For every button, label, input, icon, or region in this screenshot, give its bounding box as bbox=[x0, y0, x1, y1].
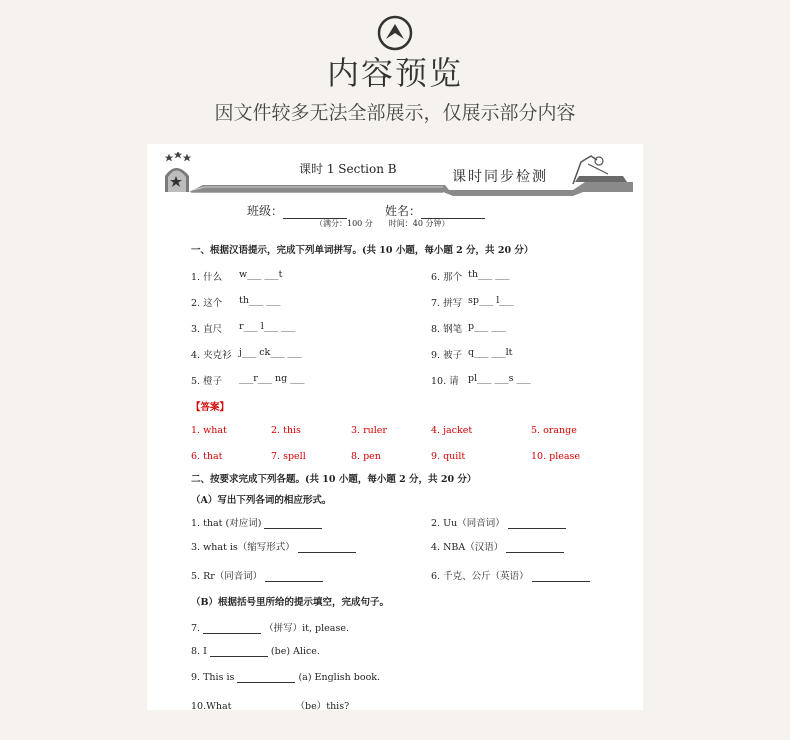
name-label: 姓名： bbox=[385, 204, 422, 218]
list-item: 3. what is（缩写形式） bbox=[191, 539, 356, 553]
list-item: 6. 千克、公斤（英语） bbox=[431, 568, 590, 582]
list-item: 3. 直尺 bbox=[191, 324, 223, 335]
list-item: 2. 这个 bbox=[191, 298, 223, 309]
chevron-up-circle-icon bbox=[376, 14, 414, 52]
list-item-hint: q___ ___lt bbox=[468, 347, 513, 358]
list-item: 1. 什么 bbox=[191, 272, 223, 283]
class-label: 班级： bbox=[247, 204, 284, 218]
list-item: 5. 橙子 bbox=[191, 376, 223, 387]
list-item: 4. 夹克衫 bbox=[191, 350, 232, 361]
page-title: 内容预览 bbox=[326, 54, 463, 92]
answer-item: 10. please bbox=[531, 451, 581, 462]
answer-item: 9. quilt bbox=[431, 451, 466, 462]
part2-subheading-a: （A）写出下列各词的相应形式。 bbox=[191, 495, 332, 506]
part2-heading: 二、按要求完成下列各题。(共 10 小题，每小题 2 分，共 20 分） bbox=[191, 474, 477, 485]
list-item: 1. that (对应词) bbox=[191, 515, 322, 529]
answer-item: 6. that bbox=[191, 451, 223, 462]
list-item: 8. I (be) Alice. bbox=[191, 646, 320, 657]
list-item: 7. 拼写 bbox=[431, 298, 463, 309]
list-item: 10. 请 bbox=[431, 376, 459, 387]
list-item: 10.What （be）this? bbox=[191, 701, 350, 710]
list-item: 8. 钢笔 bbox=[431, 324, 463, 335]
list-item-hint: pl___ ___s ___ bbox=[468, 373, 531, 384]
list-item: 6. 那个 bbox=[431, 272, 463, 283]
list-item-hint: w___ ___t bbox=[239, 269, 283, 280]
class-field bbox=[247, 202, 347, 219]
banner-title: 课时同步检测 bbox=[452, 169, 548, 185]
page-subtitle: 因文件较多无法全部展示，仅展示部分内容 bbox=[214, 102, 576, 124]
lesson-banner bbox=[163, 152, 633, 197]
list-item-hint: j___ ck___ ___ bbox=[239, 347, 302, 358]
list-item: 9. This is (a) English book. bbox=[191, 672, 381, 683]
answer-label: 【答案】 bbox=[191, 402, 230, 413]
answer-item: 4. jacket bbox=[431, 425, 473, 436]
answer-item: 5. orange bbox=[531, 425, 577, 436]
list-item: 5. Rr（同音词） bbox=[191, 568, 323, 582]
list-item-hint: r___ l___ ___ bbox=[239, 321, 296, 332]
score-time: （满分：100 分 时间：40 分钟） bbox=[315, 219, 450, 228]
list-item: 7. （拼写）it, please. bbox=[191, 623, 349, 634]
answer-item: 7. spell bbox=[271, 451, 306, 462]
document-preview bbox=[147, 144, 643, 710]
list-item: 4. NBA（汉语） bbox=[431, 539, 564, 553]
name-field bbox=[385, 202, 485, 219]
list-item-hint: ___r___ ng ___ bbox=[239, 373, 305, 384]
list-item-hint: th___ ___ bbox=[468, 269, 510, 280]
answer-item: 3. ruler bbox=[351, 425, 387, 436]
lesson-title: 课时 1 Section B bbox=[299, 162, 397, 176]
list-item-hint: sp___ l___ bbox=[468, 295, 514, 306]
list-item: 9. 被子 bbox=[431, 350, 463, 361]
part2-subheading-b: （B）根据括号里所给的提示填空，完成句子。 bbox=[191, 597, 390, 608]
list-item-hint: p___ ___ bbox=[468, 321, 506, 332]
list-item-hint: th___ ___ bbox=[239, 295, 281, 306]
part1-heading: 一、根据汉语提示，完成下列单词拼写。(共 10 小题，每小题 2 分，共 20 分） bbox=[191, 245, 534, 256]
list-item: 2. Uu（同音词） bbox=[431, 515, 566, 529]
answer-item: 1. what bbox=[191, 425, 227, 436]
answer-item: 8. pen bbox=[351, 451, 381, 462]
banner-decoration-icon bbox=[163, 152, 633, 197]
answer-item: 2. this bbox=[271, 425, 301, 436]
